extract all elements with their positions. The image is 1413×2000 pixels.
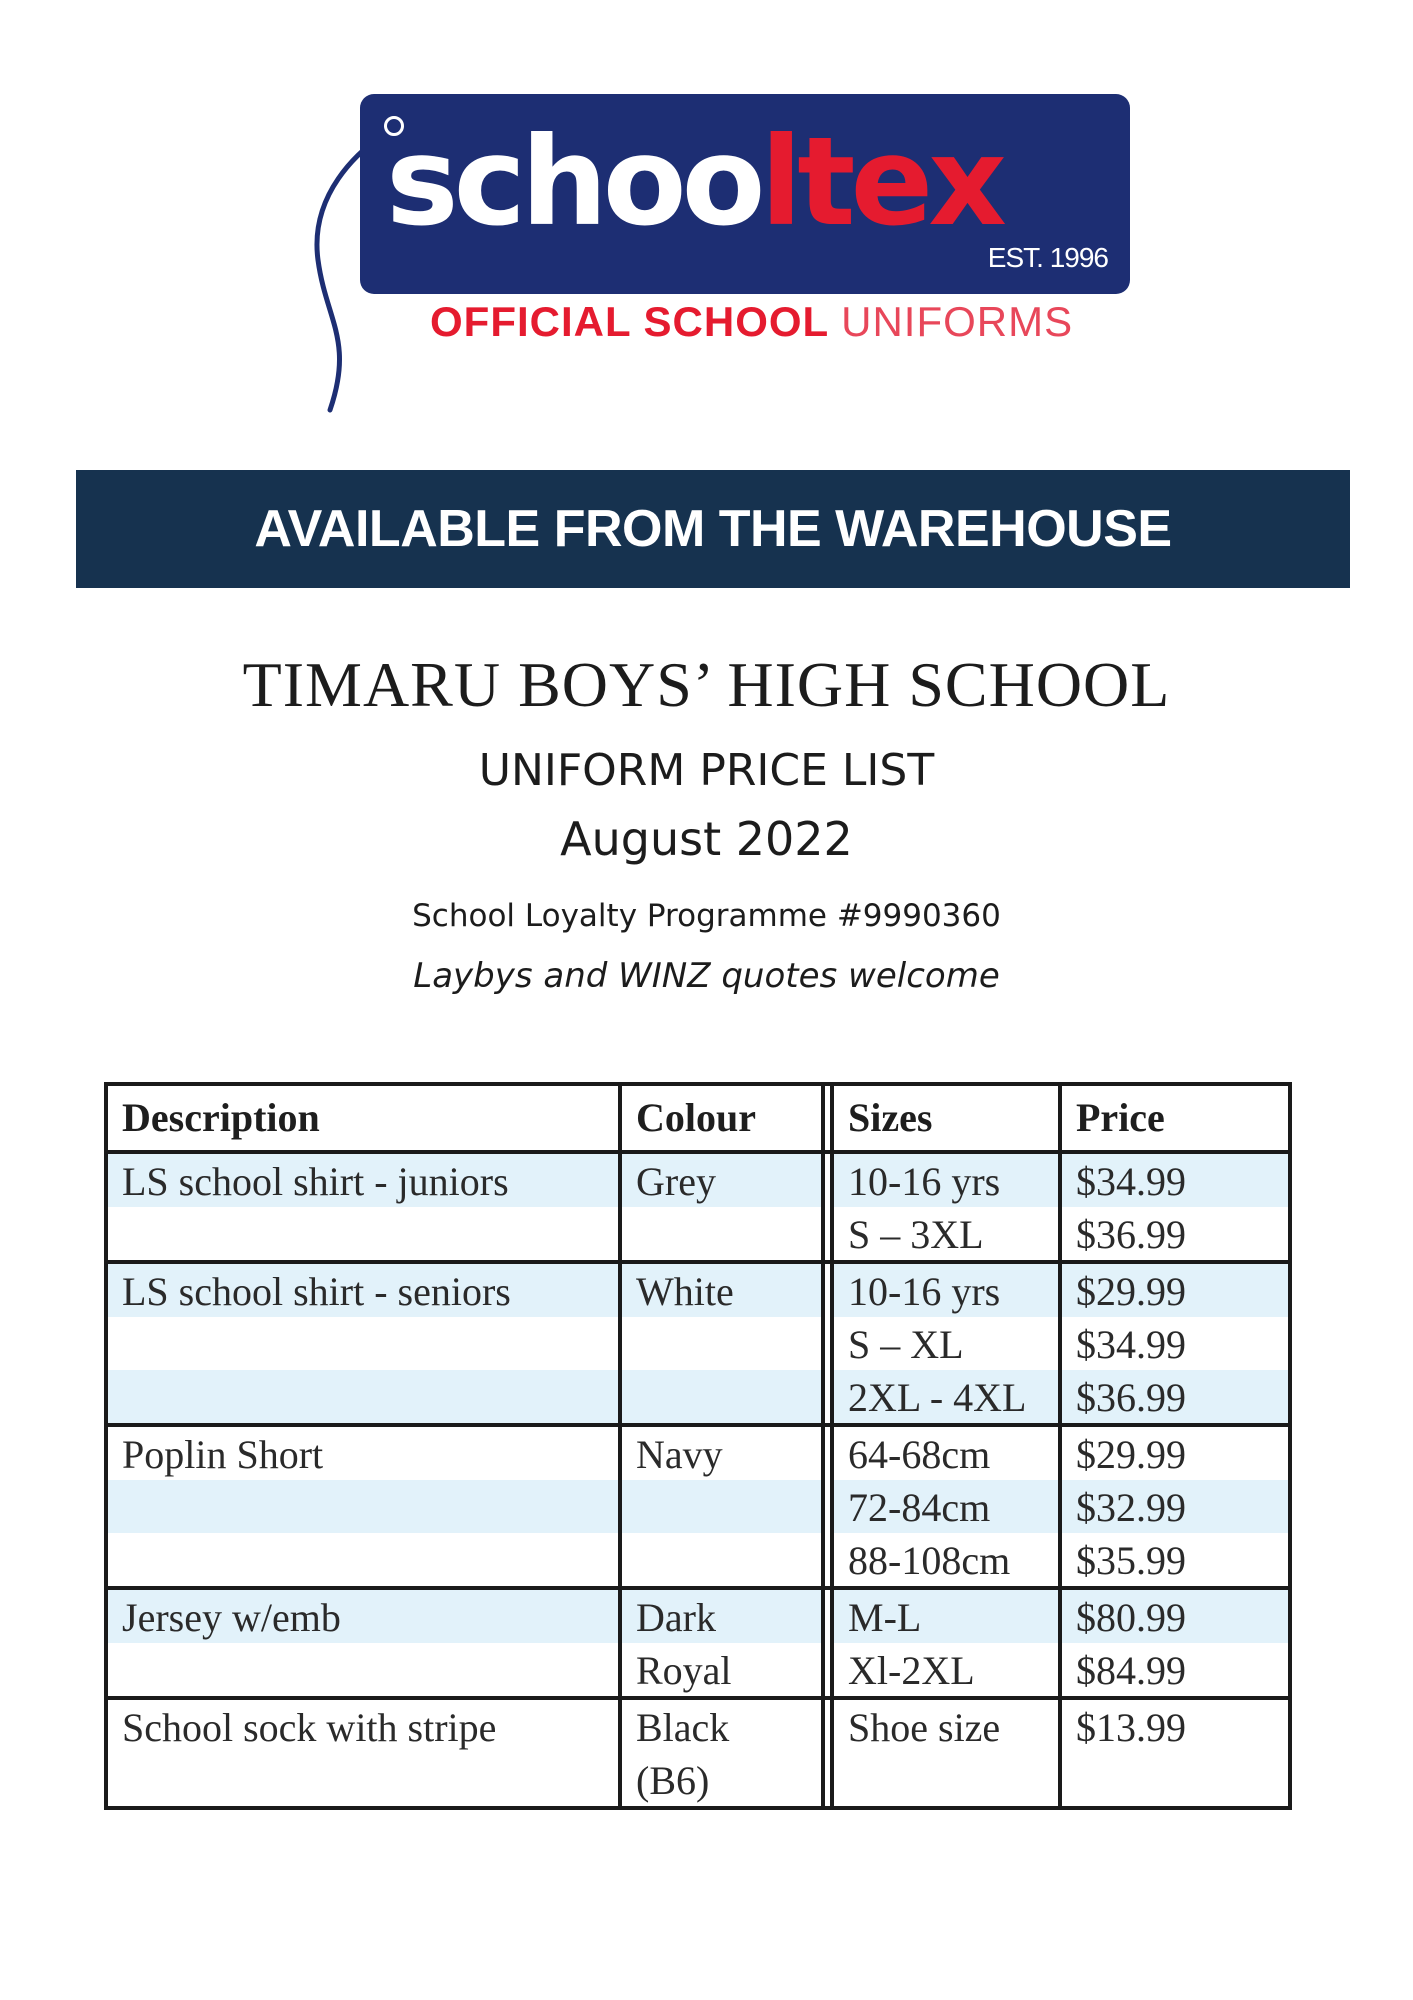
blank-line xyxy=(108,1317,618,1370)
blank-line xyxy=(108,1370,618,1423)
blank-line xyxy=(108,1753,618,1806)
cell-price xyxy=(1062,1427,1288,1586)
school-name: TIMARU BOYS’ HIGH SCHOOL xyxy=(242,649,1171,720)
blank-line xyxy=(622,1317,821,1370)
cell-sizes xyxy=(834,1590,1062,1696)
logo-tag-shape xyxy=(360,94,1130,294)
cell-price xyxy=(1062,1264,1288,1423)
size-text: 88-108cm xyxy=(848,1538,1011,1583)
price-text: $34.99 xyxy=(1076,1322,1186,1367)
table-row xyxy=(108,1423,1288,1586)
colour-text: Royal xyxy=(636,1648,732,1693)
size-text: Shoe size xyxy=(848,1705,1001,1750)
table-header-row xyxy=(108,1086,1288,1150)
cell-description xyxy=(108,1154,622,1260)
size-text: S – XL xyxy=(848,1322,964,1367)
price-table xyxy=(104,1082,1292,1810)
availability-banner: AVAILABLE FROM THE WAREHOUSE xyxy=(76,470,1350,588)
blank-line xyxy=(834,1753,1058,1806)
header-colour: Colour xyxy=(622,1086,834,1150)
price-list-title: UNIFORM PRICE LIST xyxy=(478,745,935,796)
logo-established: EST. 1996 xyxy=(987,242,1108,273)
logo-tagline-red: OFFICIAL SCHOOL xyxy=(430,298,829,345)
colour-text: Grey xyxy=(622,1154,821,1207)
logo-word-red: ltex xyxy=(760,111,1002,253)
size-text: 2XL - 4XL xyxy=(834,1370,1058,1423)
size-text: 64-68cm xyxy=(848,1432,991,1477)
cell-description xyxy=(108,1264,622,1423)
header-description: Description xyxy=(108,1086,622,1150)
table-row xyxy=(108,1260,1288,1423)
cell-description xyxy=(108,1700,622,1806)
price-text: $34.99 xyxy=(1062,1154,1288,1207)
colour-text: (B6) xyxy=(636,1758,710,1803)
blank-line xyxy=(108,1533,618,1586)
cell-colour xyxy=(622,1154,834,1260)
description-text: School sock with stripe xyxy=(122,1705,497,1750)
blank-line xyxy=(108,1480,618,1533)
cell-description xyxy=(108,1590,622,1696)
colour-text: Navy xyxy=(636,1432,723,1477)
cell-colour xyxy=(622,1590,834,1696)
cell-price xyxy=(1062,1154,1288,1260)
price-text: $36.99 xyxy=(1062,1370,1288,1423)
cell-price xyxy=(1062,1700,1288,1806)
price-list-date: August 2022 xyxy=(560,812,853,866)
description-text: LS school shirt - seniors xyxy=(108,1264,618,1317)
schooltex-logo xyxy=(290,90,1150,430)
price-text: $13.99 xyxy=(1076,1705,1186,1750)
loyalty-programme: School Loyalty Programme #9990360 xyxy=(412,898,1001,934)
size-text: 10-16 yrs xyxy=(834,1264,1058,1317)
description-text: Jersey w/emb xyxy=(108,1590,618,1643)
price-text: $35.99 xyxy=(1076,1538,1186,1583)
cell-sizes xyxy=(834,1264,1062,1423)
cell-price xyxy=(1062,1590,1288,1696)
logo-tagline xyxy=(430,298,1073,346)
blank-line xyxy=(108,1207,618,1260)
table-row xyxy=(108,1696,1288,1806)
cell-colour xyxy=(622,1427,834,1586)
price-text: $84.99 xyxy=(1076,1648,1186,1693)
blank-line xyxy=(622,1370,821,1423)
size-text: Xl-2XL xyxy=(848,1648,975,1693)
price-text: $29.99 xyxy=(1062,1264,1288,1317)
colour-text: Dark xyxy=(622,1590,821,1643)
blank-line xyxy=(622,1480,821,1533)
logo-word-white: schoo xyxy=(386,111,761,253)
cell-sizes xyxy=(834,1700,1062,1806)
cell-colour xyxy=(622,1700,834,1806)
size-text: S – 3XL xyxy=(848,1212,984,1257)
layby-note: Laybys and WINZ quotes welcome xyxy=(413,956,1000,996)
table-row xyxy=(108,1586,1288,1696)
blank-line xyxy=(622,1533,821,1586)
table-row xyxy=(108,1150,1288,1260)
price-text: $32.99 xyxy=(1062,1480,1288,1533)
price-text: $36.99 xyxy=(1076,1212,1186,1257)
colour-text: White xyxy=(622,1264,821,1317)
size-text: 72-84cm xyxy=(834,1480,1058,1533)
price-text: $80.99 xyxy=(1062,1590,1288,1643)
cell-sizes xyxy=(834,1154,1062,1260)
size-text: 10-16 yrs xyxy=(834,1154,1058,1207)
cell-colour xyxy=(622,1264,834,1423)
cell-description xyxy=(108,1427,622,1586)
description-text: LS school shirt - juniors xyxy=(108,1154,618,1207)
cell-sizes xyxy=(834,1427,1062,1586)
price-text: $29.99 xyxy=(1076,1432,1186,1477)
logo-wordmark xyxy=(386,102,1002,262)
header-sizes: Sizes xyxy=(834,1086,1062,1150)
colour-text: Black xyxy=(636,1705,730,1750)
header-price: Price xyxy=(1076,1095,1165,1140)
blank-line xyxy=(622,1207,821,1260)
size-text: M-L xyxy=(834,1590,1058,1643)
blank-line xyxy=(1062,1753,1288,1806)
description-text: Poplin Short xyxy=(122,1432,324,1477)
blank-line xyxy=(108,1643,618,1696)
logo-tagline-pale: UNIFORMS xyxy=(841,298,1074,345)
